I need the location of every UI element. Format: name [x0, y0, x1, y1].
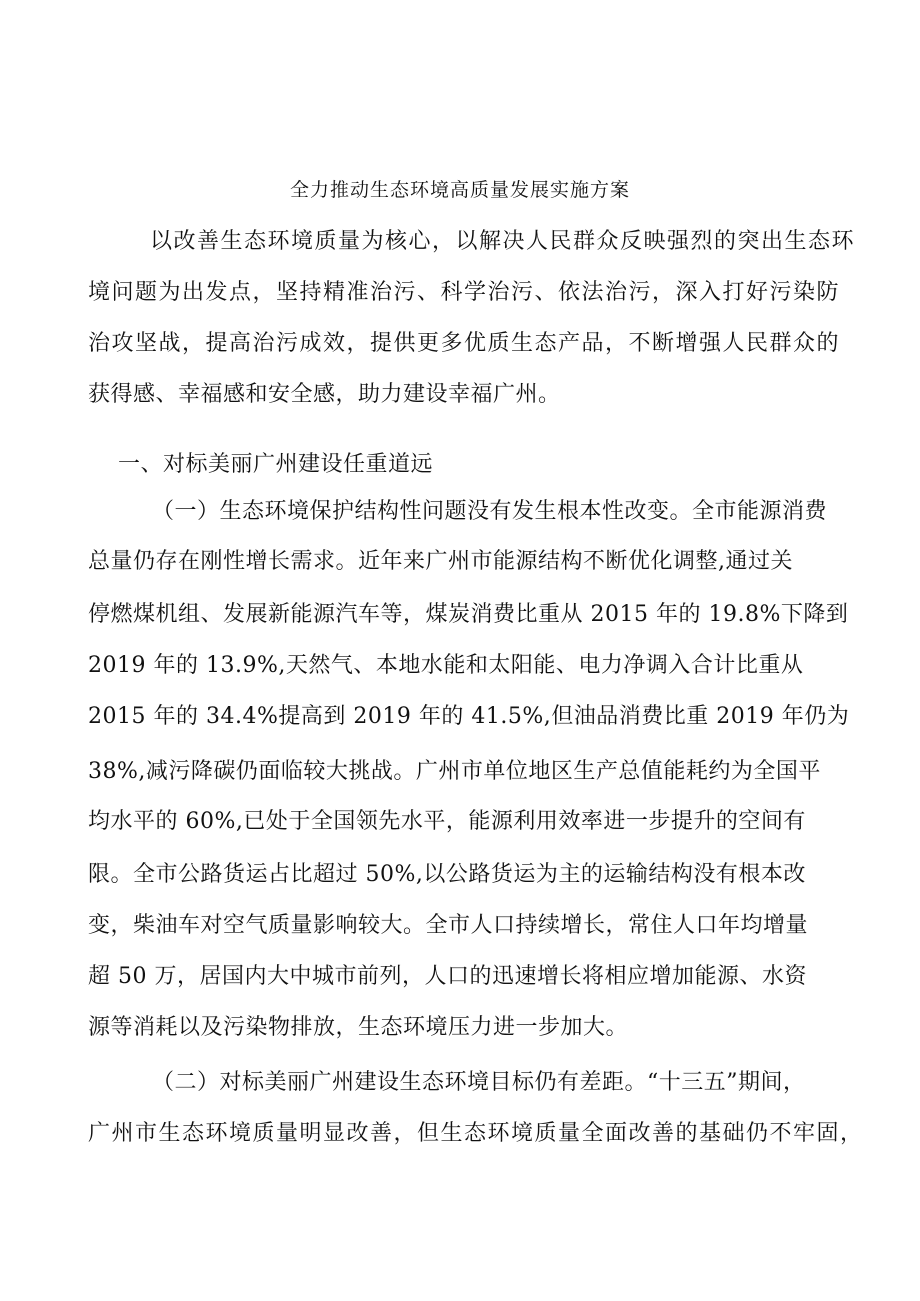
- intro-line-2: 境问题为出发点，坚持精准治污、科学治污、依法治污，深入打好污染防: [88, 280, 841, 305]
- paragraph-1-line-10: 超 50 万，居国内大中城市前列，人口的迅速增长将相应增加能源、水资: [88, 964, 807, 989]
- paragraph-1-line-3: 停燃煤机组、发展新能源汽车等，煤炭消费比重从 2015 年的 19.8%下降到: [88, 602, 849, 627]
- paragraph-1-line-4: 2019 年的 13.9%,天然气、本地水能和太阳能、电力净调入合计比重从: [88, 653, 804, 678]
- paragraph-2-line-2: 广州市生态环境质量明显改善，但生态环境质量全面改善的基础仍不牢固，: [88, 1121, 864, 1146]
- paragraph-1-line-8: 限。全市公路货运占比超过 50%,以公路货运为主的运输结构没有根本改: [88, 862, 806, 887]
- paragraph-1-line-7: 均水平的 60%,已处于全国领先水平，能源利用效率进一步提升的空间有: [88, 809, 806, 834]
- paragraph-1-line-1: （一）生态环境保护结构性问题没有发生根本性改变。全市能源消费: [152, 499, 828, 524]
- paragraph-2-line-1: （二）对标美丽广州建设生态环境目标仍有差距。“十三五”期间，: [152, 1070, 806, 1095]
- section-heading: 一、对标美丽广州建设任重道远: [118, 452, 434, 477]
- paragraph-1-line-2: 总量仍存在刚性增长需求。近年来广州市能源结构不断优化调整,通过关: [88, 549, 793, 574]
- paragraph-1-line-9: 变，柴油车对空气质量影响较大。全市人口持续增长，常住人口年均增量: [88, 913, 809, 938]
- intro-line-4: 获得感、幸福感和安全感，助力建设幸福广州。: [88, 382, 561, 407]
- document-title: 全力推动生态环境高质量发展实施方案: [289, 179, 630, 201]
- paragraph-1-line-11: 源等消耗以及污染物排放，生态环境压力进一步加大。: [88, 1015, 629, 1040]
- paragraph-1-line-6: 38%,减污降碳仍面临较大挑战。广州市单位地区生产总值能耗约为全国平: [88, 759, 821, 784]
- paragraph-1-line-5: 2015 年的 34.4%提高到 2019 年的 41.5%,但油品消费比重 2019 年仍为: [88, 704, 850, 729]
- intro-line-1: 以改善生态环境质量为核心，以解决人民群众反映强烈的突出生态环: [150, 229, 856, 254]
- intro-line-3: 治攻坚战，提高治污成效，提供更多优质生态产品，不断增强人民群众的: [88, 331, 841, 356]
